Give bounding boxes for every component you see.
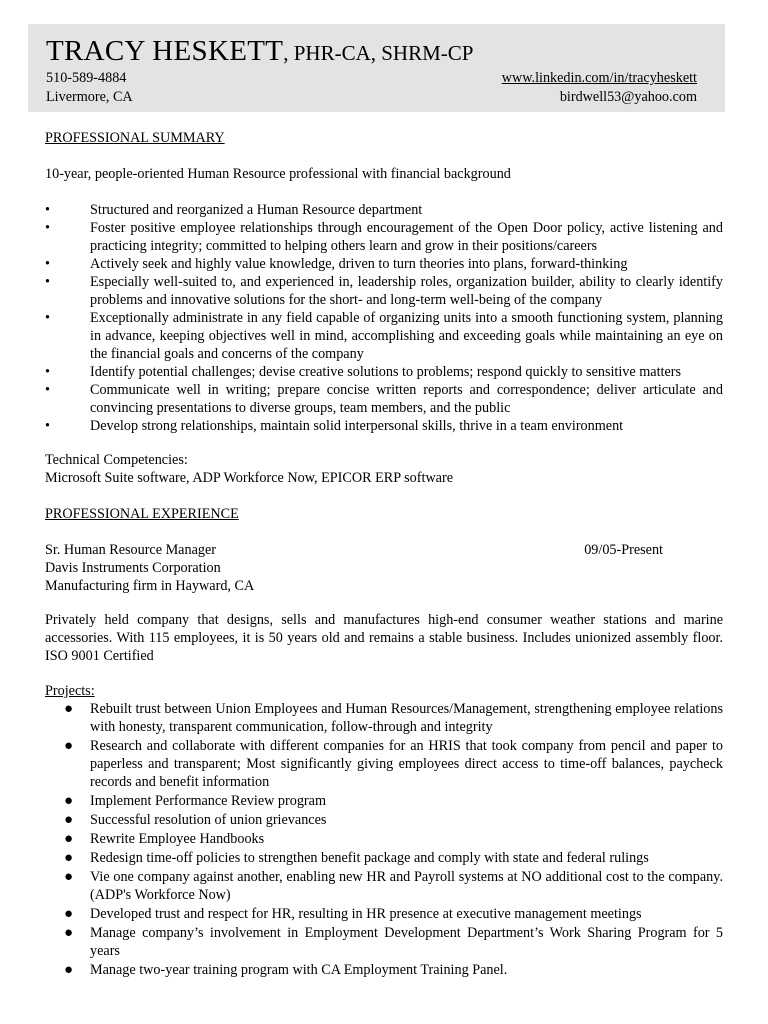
project-bullet bbox=[45, 868, 723, 904]
location: Livermore, CA bbox=[46, 88, 133, 105]
bullet-marker: ● bbox=[64, 738, 74, 754]
summary-bullet-text: Identify potential challenges; devise creative solutions to problems; respond quickly to sensitive matters bbox=[90, 364, 682, 380]
candidate-credentials: , PHR-CA, SHRM-CP bbox=[283, 41, 474, 65]
contact-right bbox=[502, 69, 697, 106]
summary-bullet-text: Actively seek and highly value knowledge, driven to turn theories into plans, forward-thinking bbox=[90, 256, 628, 272]
linkedin-link[interactable]: www.linkedin.com/in/tracyheskett bbox=[501, 70, 697, 86]
bullet-marker: • bbox=[45, 256, 50, 272]
summary-bullet bbox=[45, 381, 723, 417]
project-bullet-text: Successful resolution of union grievances bbox=[90, 812, 327, 828]
technical-value: Microsoft Suite software, ADP Workforce Now, EPICOR ERP software bbox=[45, 470, 454, 486]
project-bullet-text: Rebuilt trust between Union Employees and Human Resources/Management, strengthening employee relations with honesty, transparent communication, follow-through and integrity bbox=[90, 701, 723, 735]
summary-bullet bbox=[45, 417, 723, 435]
summary-bullet bbox=[45, 363, 723, 381]
summary-bullets bbox=[45, 201, 723, 435]
project-bullet-text: Manage two-year training program with CA Employment Training Panel. bbox=[90, 962, 508, 978]
project-bullet bbox=[45, 830, 723, 848]
project-bullet-text: Vie one company against another, enabling new HR and Payroll systems at NO additional cost to the company. (ADP's Workforce Now) bbox=[90, 869, 723, 903]
bullet-marker: • bbox=[45, 202, 50, 218]
job-title: Sr. Human Resource Manager bbox=[45, 542, 216, 558]
summary-bullet bbox=[45, 201, 723, 219]
project-bullet-text: Research and collaborate with different companies for an HRIS that took company from pencil and paper to paperless and transparent; Most significantly giving employees direct access to time-off balances, paycheck records and benefit information bbox=[90, 738, 723, 790]
company-name: Davis Instruments Corporation bbox=[45, 560, 221, 576]
project-bullet-text: Redesign time-off policies to strengthen benefit package and comply with state and federal rulings bbox=[90, 850, 649, 866]
bullet-marker: ● bbox=[64, 850, 74, 866]
bullet-marker: ● bbox=[64, 906, 74, 922]
project-bullet bbox=[45, 700, 723, 736]
summary-bullet-text: Foster positive employee relationships through encouragement of the Open Door policy, active listening and practicing integrity; committed to helping others learn and grow in their positions/careers bbox=[90, 220, 723, 254]
summary-heading: PROFESSIONAL SUMMARY bbox=[45, 130, 225, 146]
summary-bullet bbox=[45, 255, 723, 273]
project-bullet-text: Developed trust and respect for HR, resulting in HR presence at executive management meetings bbox=[90, 906, 642, 922]
email-address[interactable]: birdwell53@yahoo.com bbox=[559, 88, 697, 105]
summary-bullet bbox=[45, 309, 723, 363]
company-about: Privately held company that designs, sells and manufactures high-end consumer weather stations and marine accessories. With 115 employees, it is 50 years old and remains a stable business. Includes unionized assembly floor. ISO 9001 Certified bbox=[45, 612, 723, 664]
technical-label: Technical Competencies: bbox=[45, 452, 188, 468]
bullet-marker: • bbox=[45, 310, 50, 326]
phone-number: 510-589-4884 bbox=[46, 70, 127, 86]
bullet-marker: • bbox=[45, 418, 50, 434]
summary-intro: 10-year, people-oriented Human Resource professional with financial background bbox=[45, 166, 511, 182]
summary-bullet-text: Especially well-suited to, and experienced in, leadership roles, organization builder, ability to clearly identify problems and innovative solutions for the short- and long-term well-being of the company bbox=[90, 274, 723, 308]
resume-header bbox=[28, 24, 725, 112]
bullet-marker: • bbox=[45, 220, 50, 236]
project-bullet bbox=[45, 924, 723, 960]
bullet-marker: ● bbox=[64, 962, 74, 978]
contact-left bbox=[46, 69, 133, 106]
job-dates: 09/05-Present bbox=[584, 542, 663, 558]
bullet-marker: • bbox=[45, 382, 50, 398]
summary-bullet bbox=[45, 219, 723, 255]
project-bullet bbox=[45, 792, 723, 810]
projects-label: Projects: bbox=[45, 683, 95, 699]
summary-bullet-text: Exceptionally administrate in any field capable of organizing units into a smooth functioning system, planning in advance, keeping objectives well in mind, accomplishing and exceeding goals while maintaining an eye on the financial goals and concerns of the company bbox=[90, 310, 723, 362]
project-bullet bbox=[45, 737, 723, 791]
bullet-marker: ● bbox=[64, 812, 74, 828]
summary-bullet-text: Communicate well in writing; prepare concise written reports and correspondence; deliver articulate and convincing presentations to diverse groups, team members, and the public bbox=[90, 382, 723, 416]
bullet-marker: ● bbox=[64, 831, 74, 847]
bullet-marker: ● bbox=[64, 793, 74, 809]
project-bullet-text: Implement Performance Review program bbox=[90, 793, 326, 809]
project-bullet bbox=[45, 961, 723, 979]
bullet-marker: ● bbox=[64, 701, 74, 717]
summary-bullet-text: Develop strong relationships, maintain solid interpersonal skills, thrive in a team environment bbox=[90, 418, 624, 434]
project-bullet-text: Manage company’s involvement in Employment Development Department’s Work Sharing Program for 5 years bbox=[90, 925, 723, 959]
project-bullet bbox=[45, 849, 723, 867]
name-line bbox=[46, 34, 473, 70]
job-title-row bbox=[45, 541, 723, 559]
summary-bullet-text: Structured and reorganized a Human Resource department bbox=[90, 202, 423, 218]
projects-bullets bbox=[45, 700, 723, 980]
project-bullet bbox=[45, 811, 723, 829]
bullet-marker: ● bbox=[64, 869, 74, 885]
company-description: Manufacturing firm in Hayward, CA bbox=[45, 578, 255, 594]
candidate-name: TRACY HESKETT bbox=[46, 35, 284, 67]
bullet-marker: • bbox=[45, 274, 50, 290]
experience-heading: PROFESSIONAL EXPERIENCE bbox=[45, 506, 239, 522]
bullet-marker: ● bbox=[64, 925, 74, 941]
summary-bullet bbox=[45, 273, 723, 309]
project-bullet-text: Rewrite Employee Handbooks bbox=[90, 831, 265, 847]
bullet-marker: • bbox=[45, 364, 50, 380]
project-bullet bbox=[45, 905, 723, 923]
